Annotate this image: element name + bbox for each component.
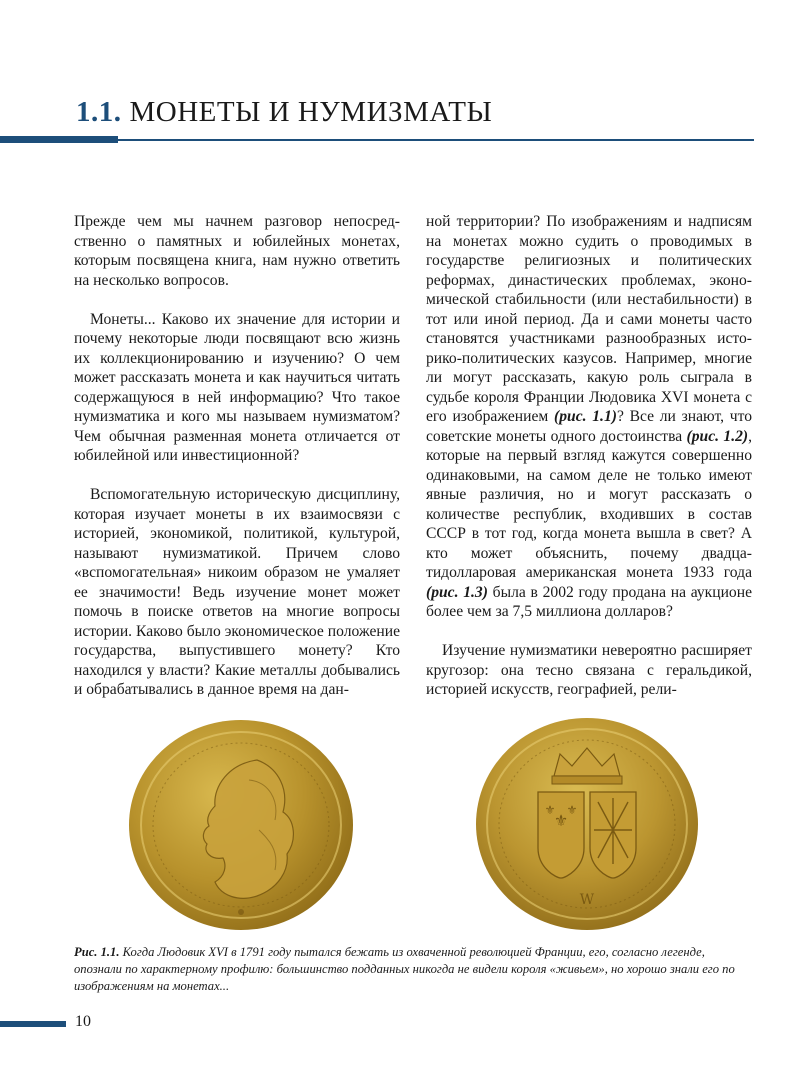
history-text-part-d: была в 2002 году продана на аукционе более чем за 7,5 миллиона долларов? xyxy=(426,583,752,620)
numismatics-definition-paragraph: Вспомогательную историческую дисциплину, которая изучает монеты в их взаимосвязи с историей, экономикой, политикой, культурой, называют нумизматикой. Причем слово «вспомогательная» никоим образом не умаляет ее значимости! Ведь изучение монет может помочь в поиске ответов на многие вопросы истории. Каково было экономическое положение государства, выпустившего монету? Кто находился у власти? Какие металлы добывались и обрабатывались в данное время на дан- xyxy=(74,486,400,698)
intro-paragraph: Прежде чем мы начнем разговор непосредственно о памятных и юбилейных монетах, которым посвящена книга, нам нужно ответить на несколько вопросов. xyxy=(74,213,400,289)
coin-reverse-image xyxy=(476,718,698,930)
svg-text:⚜: ⚜ xyxy=(553,811,569,830)
figure-caption-label: Рис. 1.1. xyxy=(74,945,120,959)
chapter-number: 1.1. xyxy=(76,96,122,128)
footer-accent-bar xyxy=(0,1021,66,1027)
coin-obverse-drawing xyxy=(129,720,353,930)
page-number: 10 xyxy=(75,1013,91,1030)
history-paragraph xyxy=(426,212,752,622)
svg-text:⚜: ⚜ xyxy=(544,803,556,817)
numismatics-scope-paragraph: Изучение нумизматики невероятно расширяет кругозор: она тесно связана с геральдикой, историей искусств, географией, рели- xyxy=(426,642,752,698)
figure-caption xyxy=(74,944,754,995)
figure-ref-1-1: (рис. 1.1) xyxy=(554,408,617,425)
svg-text:W: W xyxy=(579,892,595,908)
figure-caption-text: Когда Людовик XVI в 1791 году пытался бежать из охваченной революцией Франции, его, согласно легенде, опознали по характерному профилю: большинство подданных никогда не видели короля «живьем», но хорошо знали его по изображениям на монетах... xyxy=(74,945,735,993)
chapter-rule xyxy=(118,139,754,141)
history-text-part-a: ной территории? По изображениям и надписям на монетах можно судить о проводимых в государстве религиозных и политических реформах, династических проблемах, экономической стабильности (или нестабильности) в тот или иной период. Да и сами монеты часто становятся участниками разнообразных историко-политических казусов. Например, многие ли могут рассказать, какую роль сыграла в судьбе короля Франции Людовика XVI монета с его изображением xyxy=(426,213,752,425)
svg-text:⚜: ⚜ xyxy=(566,803,578,817)
chapter-accent-bar xyxy=(0,136,118,143)
left-text-column xyxy=(74,212,400,719)
figure-ref-1-2: (рис. 1.2) xyxy=(686,427,749,445)
right-text-column xyxy=(426,212,752,719)
figure-ref-1-3: (рис. 1.3) xyxy=(426,583,488,601)
history-text-part-b: ? Все ли знают, что советские монеты одного достоинства xyxy=(426,408,753,445)
coins-question-paragraph: Монеты... Каково их значение для истории и почему некоторые люди посвящают всю жизнь их коллекционированию и изучению? О чем может рассказать монета и как научиться читать содержащуюся в ней информацию? Что такое нумизматика и кого мы называем нумизматом? Чем обычная разменная монета отличается от юбилейной или инвестиционной? xyxy=(74,310,400,464)
coin-obverse-image xyxy=(129,720,353,930)
coin-reverse-drawing xyxy=(476,718,698,930)
history-text-part-c: , которые на первый взгляд кажутся совершенно одинаковыми, на самом деле не только имеют явные различия, но и могут рассказать о количестве республик, входивших в состав СССР в тот год, когда монета вышла в свет? А кто может объяснить, почему двадцатидолларовая американская монета 1933 года xyxy=(426,427,752,581)
chapter-title: МОНЕТЫ И НУМИЗМАТЫ xyxy=(129,96,493,128)
chapter-heading xyxy=(76,96,492,129)
